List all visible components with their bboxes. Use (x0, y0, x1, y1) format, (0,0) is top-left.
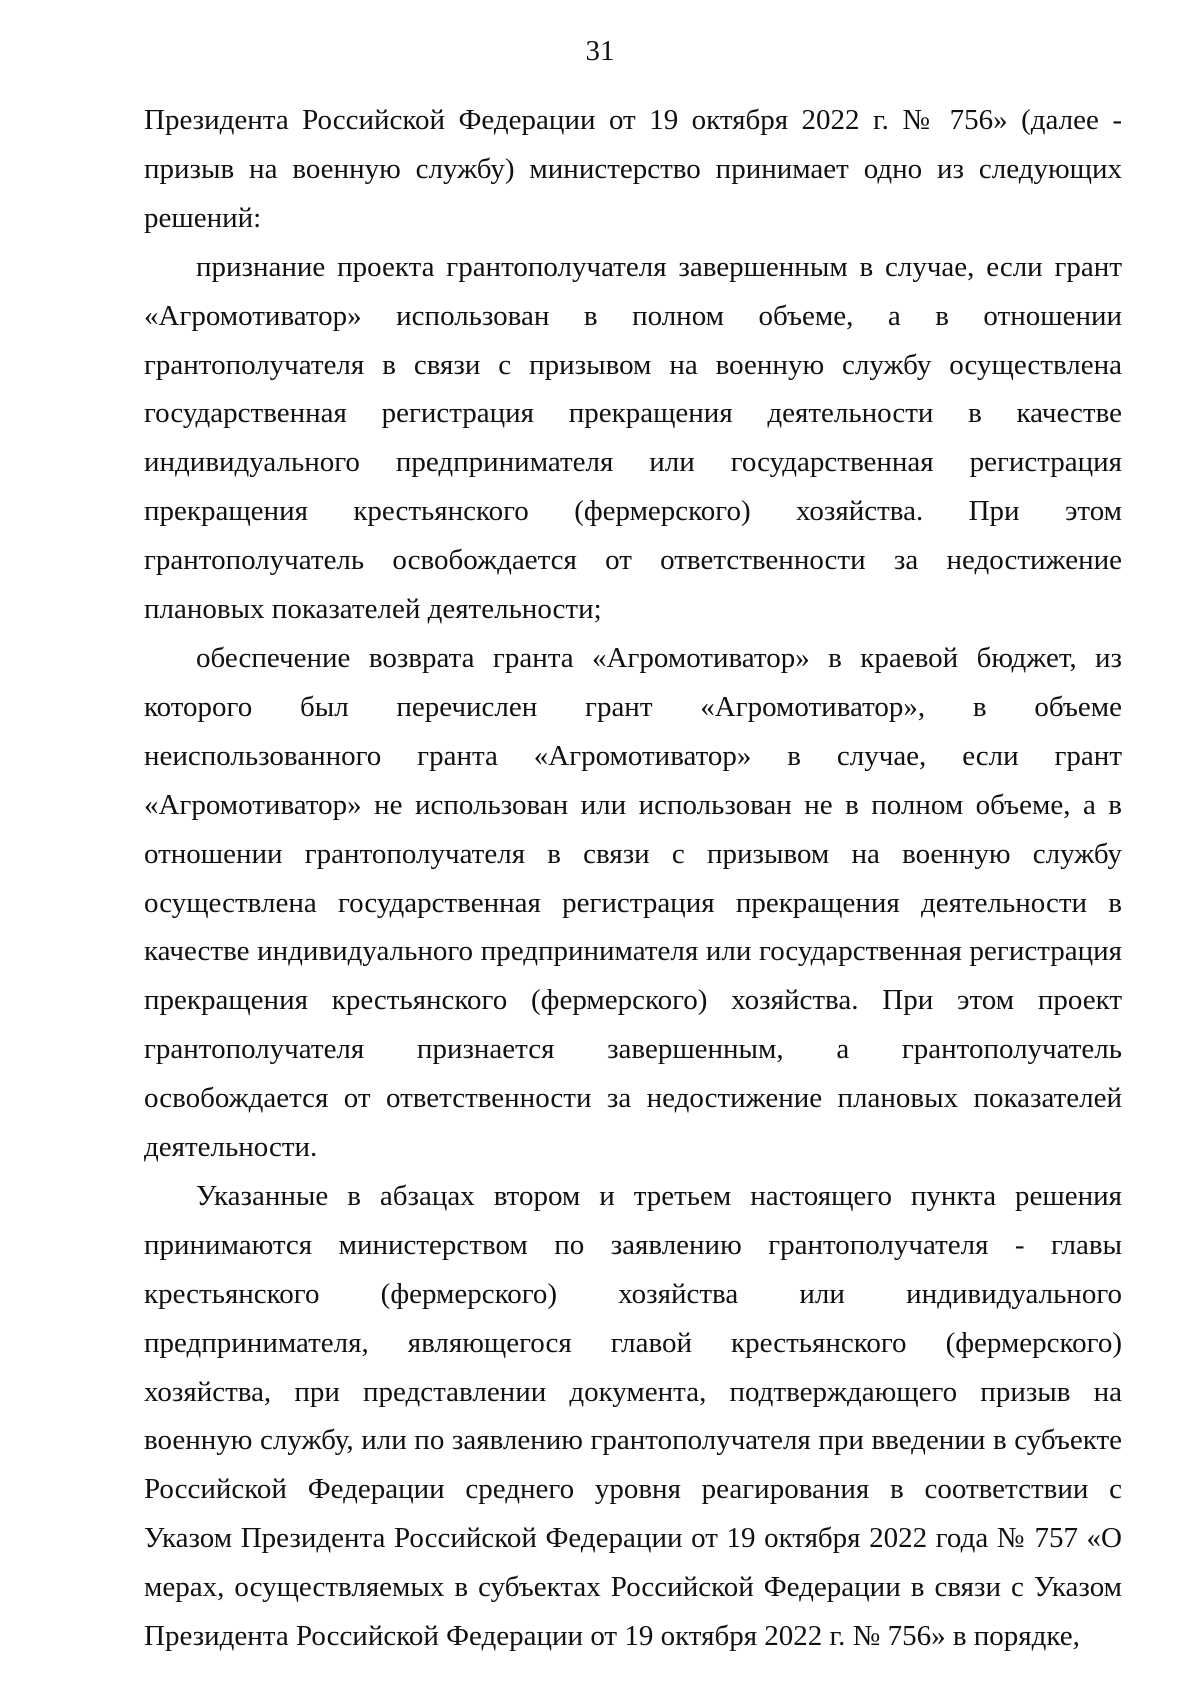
paragraph-project-completion: признание проекта грантополучателя завершенным в случае, если грант «Агромотиватор» использован в полном объеме, а в отношении грантополучателя в связи с призывом на военную службу осуществлена государственная регистрация прекращения деятельности в качестве индивидуального предпринимателя или государственная регистрация прекращения крестьянского (фермерского) хозяйства. При этом грантополучатель освобождается от ответственности за недостижение плановых показателей деятельности; (144, 250, 1122, 626)
paragraph-grant-return: обеспечение возврата гранта «Агромотиватор» в краевой бюджет, из которого был перечислен грант «Агромотиватор», в объеме неиспользованного гранта «Агромотиватор» в случае, если грант «Агромотиватор» не использован или использован не в полном объеме, а в отношении грантополучателя в связи с призывом на военную службу осуществлена государственная регистрация прекращения деятельности в качестве индивидуального предпринимателя или государственная регистрация прекращения крестьянского (фермерского) хозяйства. При этом проект грантополучателя признается завершенным, а грантополучатель освобождается от ответственности за недостижение плановых показателей деятельности. (144, 641, 1122, 1164)
document-body (144, 96, 1122, 1661)
paragraph-continuation: Президента Российской Федерации от 19 октября 2022 г. № 756» (далее - призыв на военную службу) министерство принимает одно из следующих решений: (144, 104, 1122, 234)
paragraph-decision-procedure: Указанные в абзацах втором и третьем настоящего пункта решения принимаются министерством по заявлению грантополучателя - главы крестьянского (фермерского) хозяйства или индивидуального предпринимателя, являющегося главой крестьянского (фермерского) хозяйства, при представлении документа, подтверждающего призыв на военную службу, или по заявлению грантополучателя при введении в субъекте Российской Федерации среднего уровня реагирования в соответствии с Указом Президента Российской Федерации от 19 октября 2022 года № 757 «О мерах, осуществляемых в субъектах Российской Федерации в связи с Указом Президента Российской Федерации от 19 октября 2022 г. № 756» в порядке, (144, 1179, 1122, 1653)
page-number: 31 (585, 35, 615, 67)
